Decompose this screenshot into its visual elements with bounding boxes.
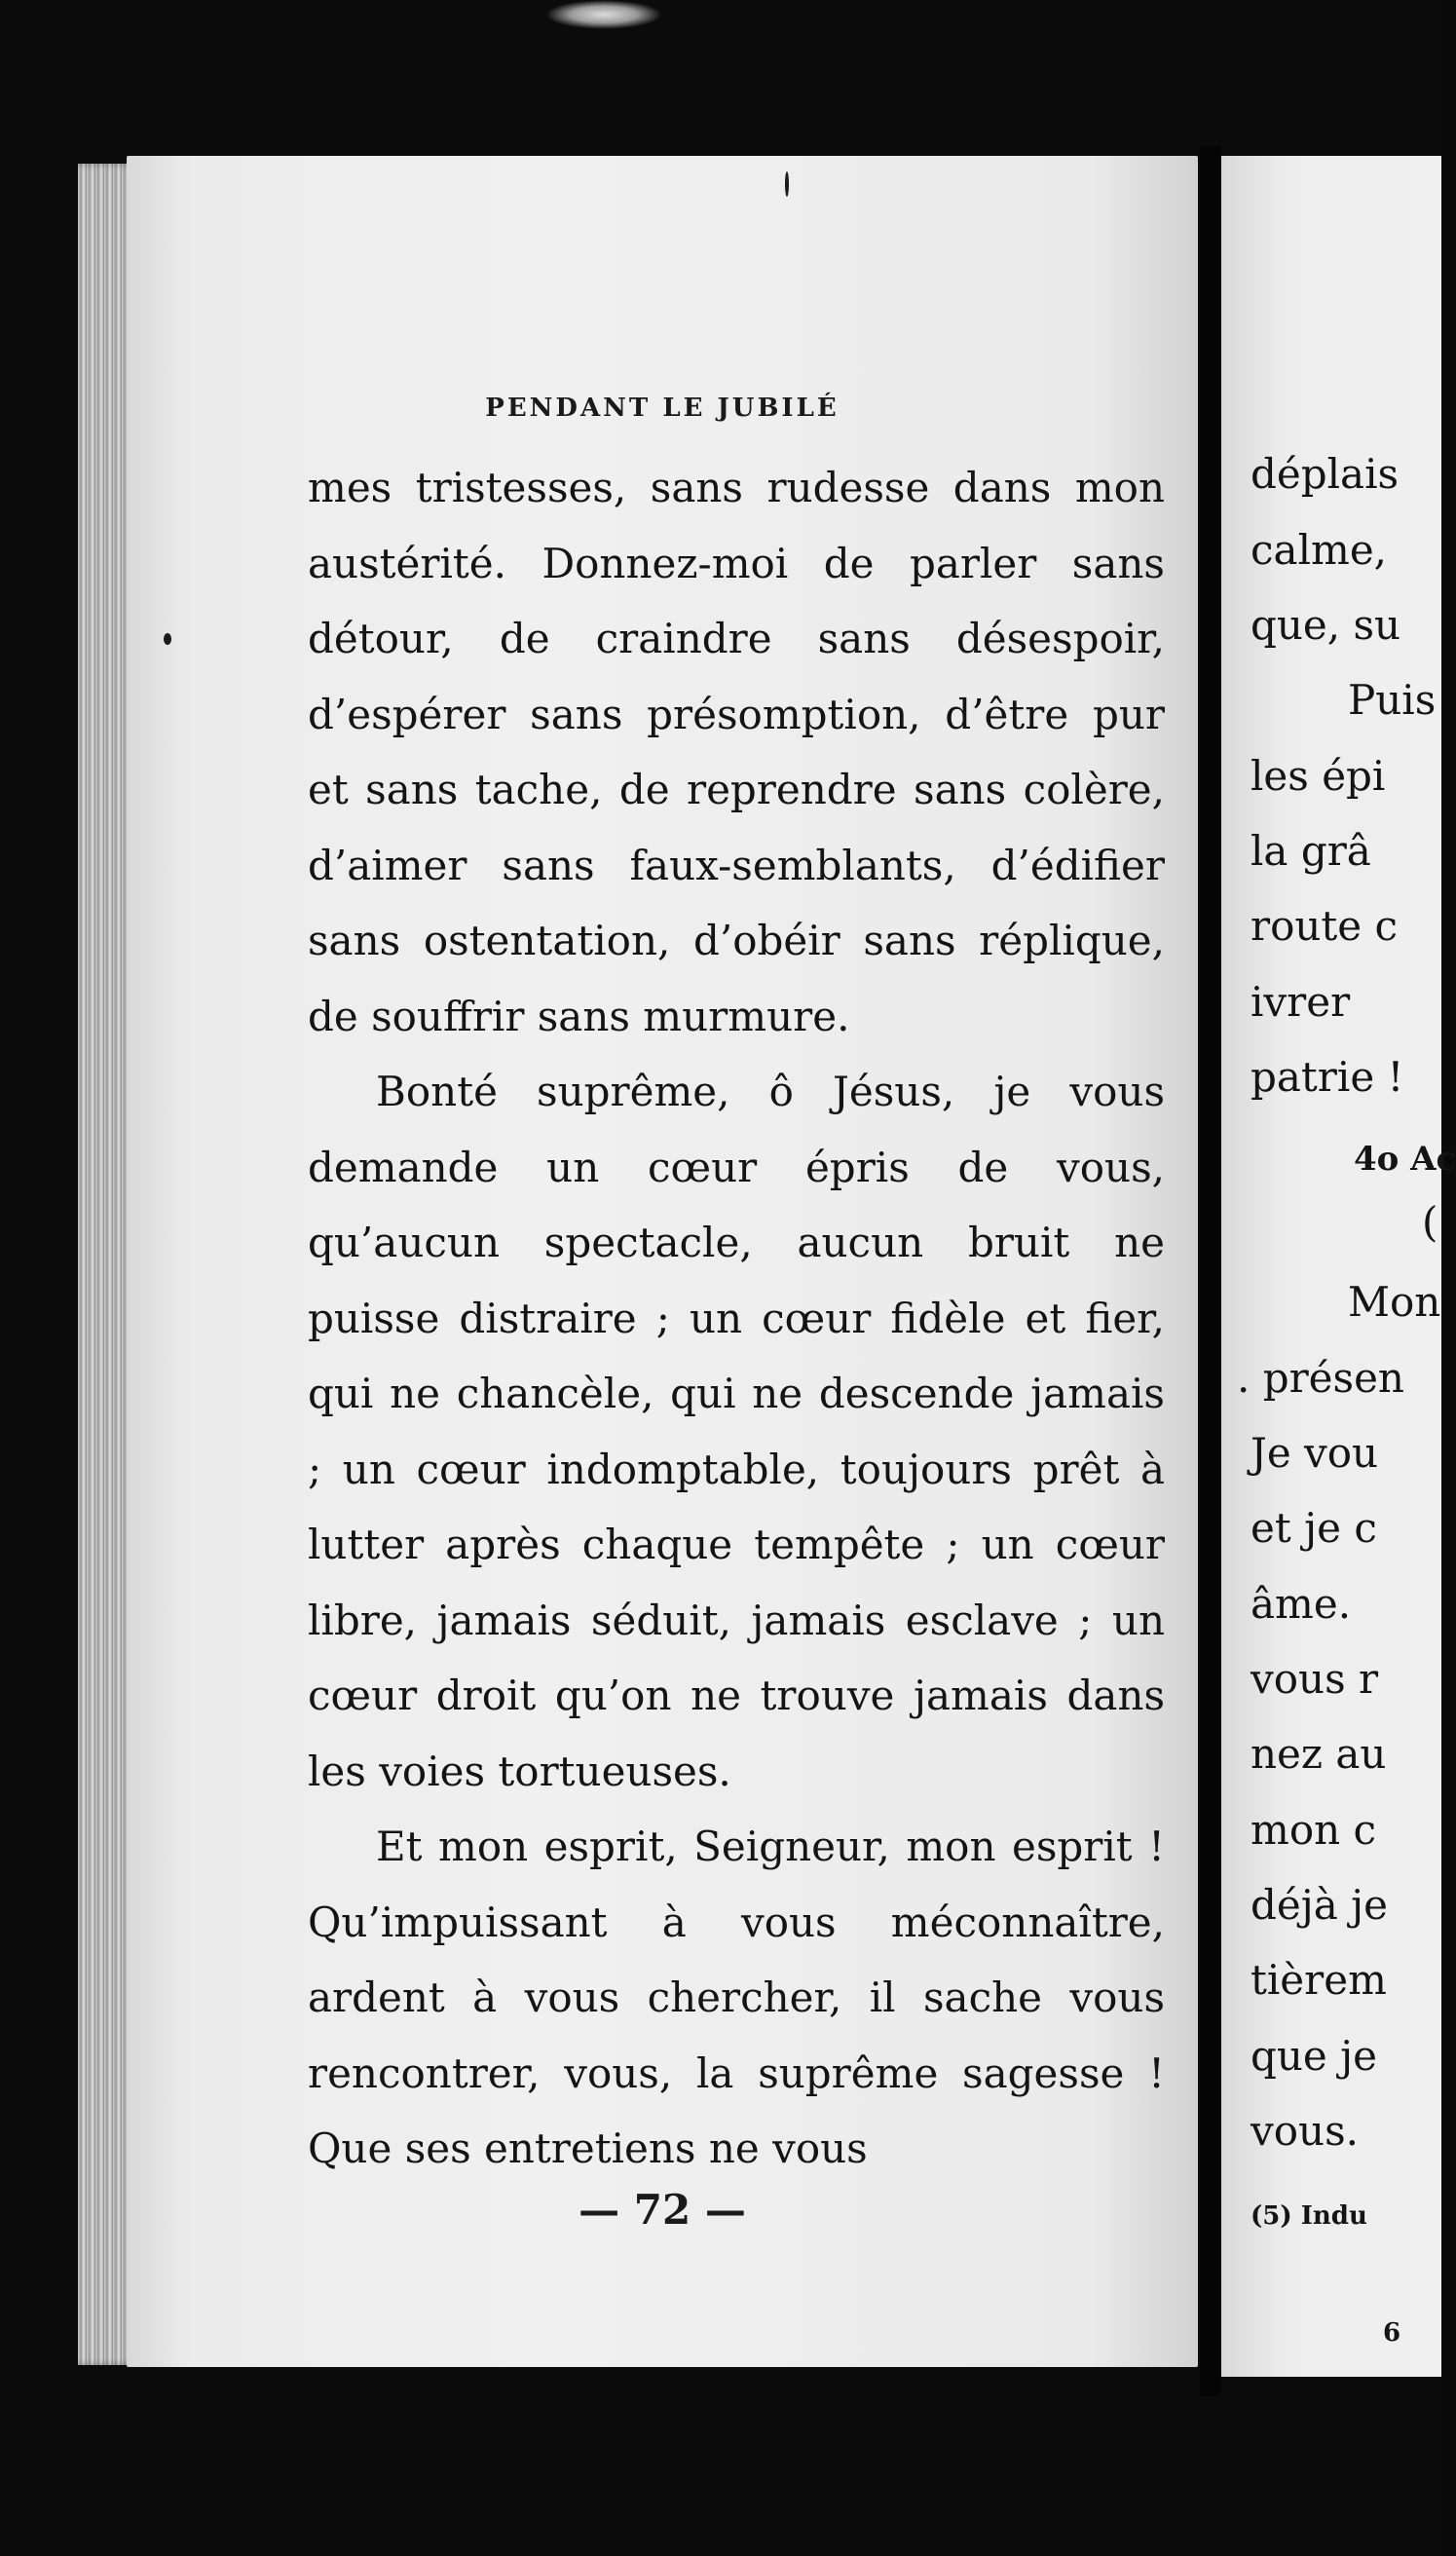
right-page-line: Mon bbox=[1348, 1278, 1441, 1326]
right-page-line: calme, bbox=[1251, 526, 1388, 574]
right-page-line: route c bbox=[1251, 902, 1399, 950]
right-page-line: que, su bbox=[1251, 601, 1401, 649]
right-page-line: âme. bbox=[1251, 1580, 1352, 1628]
right-page-line: ( bbox=[1422, 1198, 1438, 1246]
right-page-line: nez au bbox=[1251, 1730, 1387, 1778]
scan-speck bbox=[164, 633, 171, 645]
right-page-line: tièrem bbox=[1251, 1956, 1387, 2004]
right-page-line: et je c bbox=[1251, 1504, 1377, 1552]
right-page-line: que je bbox=[1251, 2032, 1378, 2080]
right-page-line: déjà je bbox=[1251, 1881, 1389, 1929]
right-page-line: Je vou bbox=[1251, 1429, 1379, 1477]
right-page-line: déplais bbox=[1251, 450, 1400, 498]
scan-blot bbox=[545, 0, 662, 29]
right-page-line: patrie ! bbox=[1251, 1053, 1404, 1101]
right-page-line: ivrer bbox=[1251, 978, 1351, 1026]
page-number: — 72 — bbox=[579, 2186, 746, 2234]
running-head: PENDANT LE JUBILÉ bbox=[485, 394, 840, 423]
right-page-line: les épi bbox=[1251, 752, 1386, 800]
right-page-line: vous. bbox=[1251, 2107, 1359, 2155]
paragraph-1: mes tristesses, sans rudesse dans mon austérité. Donnez-moi de parler sans détour, de craindre sans désespoir, d’espérer sans présomption, d’être pur et sans tache, de reprendre sans colère, d’aimer sans faux-semblants, d’édifier sans ostentation, d’obéir sans réplique, de souffrir sans murmure. bbox=[308, 464, 1165, 1040]
right-page-line: . présen bbox=[1237, 1354, 1404, 1402]
right-page-heading: 4o Ac bbox=[1354, 1140, 1456, 1179]
right-page-line: Puis bbox=[1348, 676, 1437, 724]
right-page-line: la grâ bbox=[1251, 827, 1371, 875]
right-page-line: mon c bbox=[1251, 1806, 1377, 1854]
right-page-line: vous r bbox=[1251, 1655, 1379, 1703]
right-page-signature-mark: 6 bbox=[1383, 2318, 1401, 2348]
book-gutter bbox=[1200, 146, 1221, 2396]
paragraph-3: Et mon esprit, Seigneur, mon esprit ! Qu’impuissant à vous méconnaître, ardent à vous chercher, il sache vous rencontrer, vous, la suprême sagesse ! Que ses entretiens ne vous bbox=[308, 1823, 1165, 2172]
left-page-body bbox=[308, 450, 1165, 2187]
scan-speck bbox=[785, 171, 789, 197]
right-page-footnote: (5) Indu bbox=[1251, 2201, 1367, 2231]
paragraph-2: Bonté suprême, ô Jésus, je vous demande un cœur épris de vous, qu’aucun spectacle, aucun bruit ne puisse distraire ; un cœur fidèle et fier, qui ne chancèle, qui ne descende jamais ; un cœur indomptable, toujours prêt à lutter après chaque tempête ; un cœur libre, jamais séduit, jamais esclave ; un cœur droit qu’on ne trouve jamais dans les voies tortueuses. bbox=[308, 1068, 1165, 1795]
